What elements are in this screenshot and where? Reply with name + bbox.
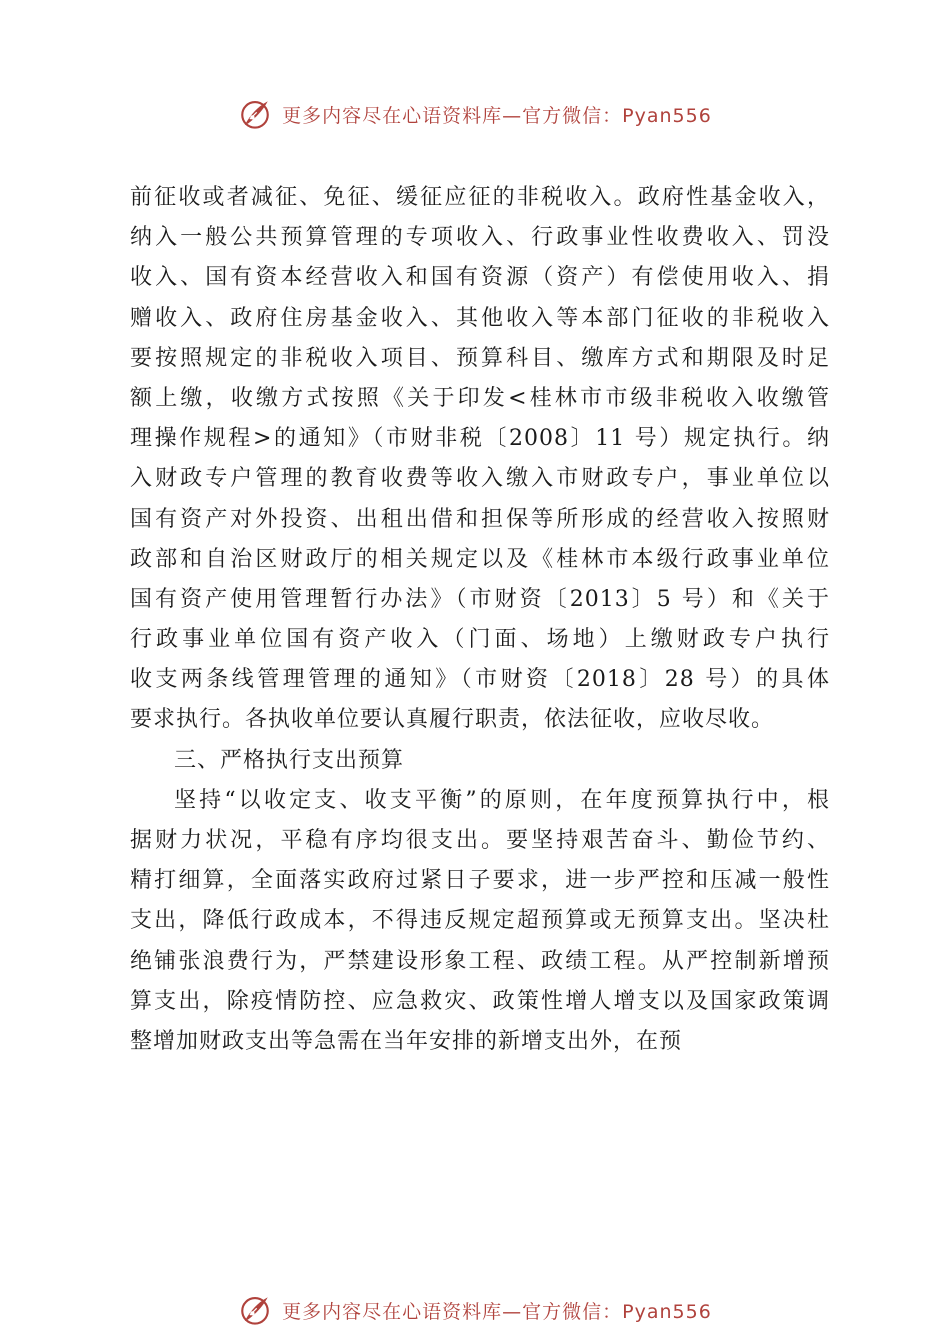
text-line-3: 收入、国有资本经营收入和国有资源（资产）有偿使用收入、捐 — [130, 265, 830, 291]
text-line-12: 行政事业单位国有资产收入（门面、场地）上缴财政专户执行 — [130, 627, 830, 653]
text-line-21: 算支出，除疫情防控、应急救灾、政策性增人增支以及国家政策调 — [130, 988, 830, 1014]
text-line-11: 国有资产使用管理暂行办法》（市财资〔2013〕5 号）和《关于 — [130, 586, 830, 612]
text-line-6: 额上缴，收缴方式按照《关于印发<桂林市市级非税收入收缴管 — [130, 385, 830, 411]
footer-banner-text: 更多内容尽在心语资料库—官方微信：Pyan556 — [282, 1300, 712, 1323]
document-body — [130, 178, 830, 1062]
text-line-20: 绝铺张浪费行为，严禁建设形象工程、政绩工程。从严控制新增预 — [130, 948, 830, 974]
text-line-22: 整增加财政支出等急需在当年安排的新增支出外，在预 — [130, 1028, 683, 1054]
text-line-7: 理操作规程>的通知》（市财非税〔2008〕11 号）规定执行。纳 — [130, 426, 830, 452]
section-heading: 三、严格执行支出预算 — [174, 747, 405, 773]
text-line-18: 精打细算，全面落实政府过紧日子要求，进一步严控和压减一般性 — [130, 868, 830, 894]
quill-logo-icon — [238, 1293, 272, 1327]
text-line-16: 坚持“以收定支、收支平衡”的原则，在年度预算执行中，根 — [174, 787, 830, 813]
text-line-2: 纳入一般公共预算管理的专项收入、行政事业性收费收入、罚没 — [130, 225, 830, 251]
text-line-1: 前征收或者减征、免征、缓征应征的非税收入。政府性基金收入， — [130, 185, 830, 210]
text-line-5: 要按照规定的非税收入项目、预算科目、缴库方式和期限及时足 — [130, 345, 830, 371]
quill-logo-icon — [238, 97, 272, 131]
text-line-10: 政部和自治区财政厅的相关规定以及《桂林市本级行政事业单位 — [130, 546, 830, 572]
text-line-19: 支出，降低行政成本，不得违反规定超预算或无预算支出。坚决杜 — [130, 908, 830, 934]
text-line-4: 赠收入、政府住房基金收入、其他收入等本部门征收的非税收入 — [130, 305, 830, 331]
header-banner-text: 更多内容尽在心语资料库—官方微信：Pyan556 — [282, 104, 712, 127]
footer-banner — [0, 1288, 950, 1332]
text-line-17: 据财力状况，平稳有序均很支出。要坚持艰苦奋斗、勤俭节约、 — [130, 828, 830, 853]
header-banner — [0, 92, 950, 136]
text-line-13: 收支两条线管理管理的通知》（市财资〔2018〕28 号）的具体 — [130, 667, 830, 693]
text-line-9: 国有资产对外投资、出租出借和担保等所形成的经营收入按照财 — [130, 506, 830, 532]
text-line-14: 要求执行。各执收单位要认真履行职责，依法征收，应收尽收。 — [130, 707, 775, 733]
text-line-8: 入财政专户管理的教育收费等收入缴入市财政专户，事业单位以 — [130, 466, 830, 492]
